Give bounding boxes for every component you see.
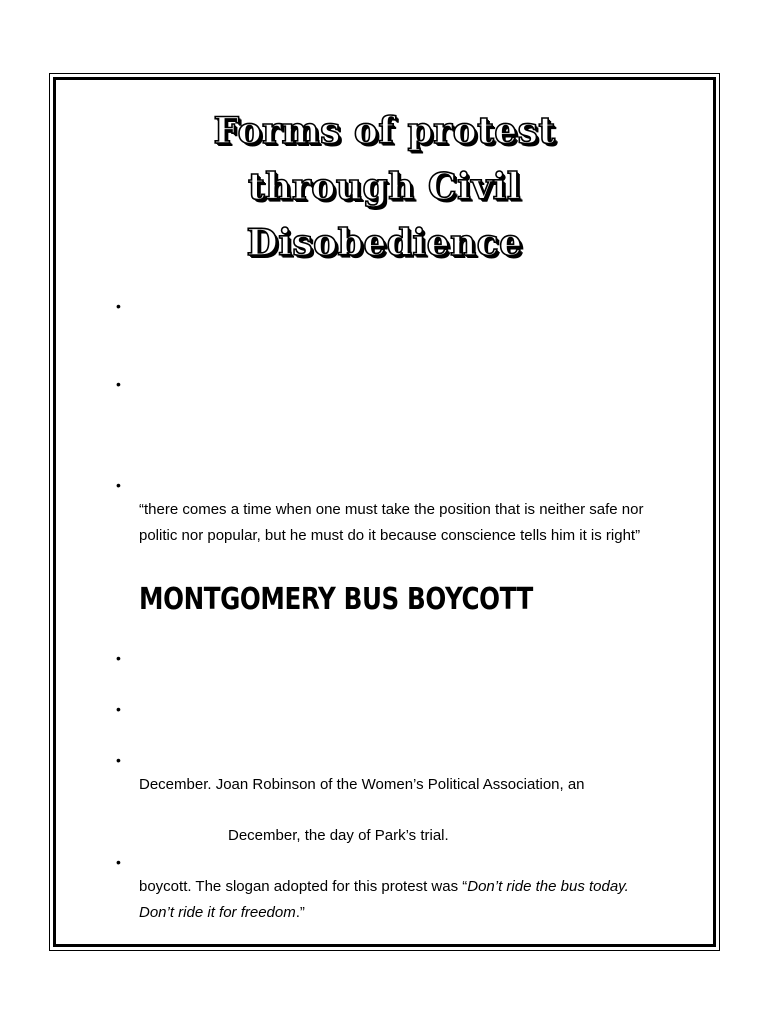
title-line-1: Forms of protest xyxy=(213,110,556,152)
quote-line-1: “there comes a time when one must take the position that is neither safe nor xyxy=(139,501,644,518)
bullet-point: • xyxy=(116,650,121,666)
section-heading: MONTGOMERY BUS BOYCOTT xyxy=(139,582,533,617)
quote-line-2: politic nor popular, but he must do it because conscience tells him it is right” xyxy=(139,527,641,544)
slogan-line-2 xyxy=(139,900,305,926)
bullet-point: • xyxy=(116,298,121,314)
bullet-point: • xyxy=(116,701,121,717)
title-line-2: through Civil xyxy=(248,166,521,208)
bullet-point: • xyxy=(116,477,121,493)
slogan-intro: boycott. The slogan adopted for this protest was “ xyxy=(139,878,468,895)
bullet-point: • xyxy=(116,376,121,392)
slogan-quote-part-2: Don’t ride it for freedom xyxy=(139,904,296,921)
title-line-3: Disobedience xyxy=(246,222,523,264)
bullet-point: • xyxy=(116,854,121,870)
slogan-line-1 xyxy=(139,874,629,900)
bullet-point: • xyxy=(116,752,121,768)
boycott-text-line-1: December. Joan Robinson of the Women’s Political Association, an xyxy=(139,776,585,793)
slogan-quote-part-1: Don’t ride the bus today. xyxy=(467,878,629,895)
boycott-text-line-2: December, the day of Park’s trial. xyxy=(228,827,449,844)
page-title xyxy=(60,103,709,271)
slogan-end: .” xyxy=(295,904,305,921)
